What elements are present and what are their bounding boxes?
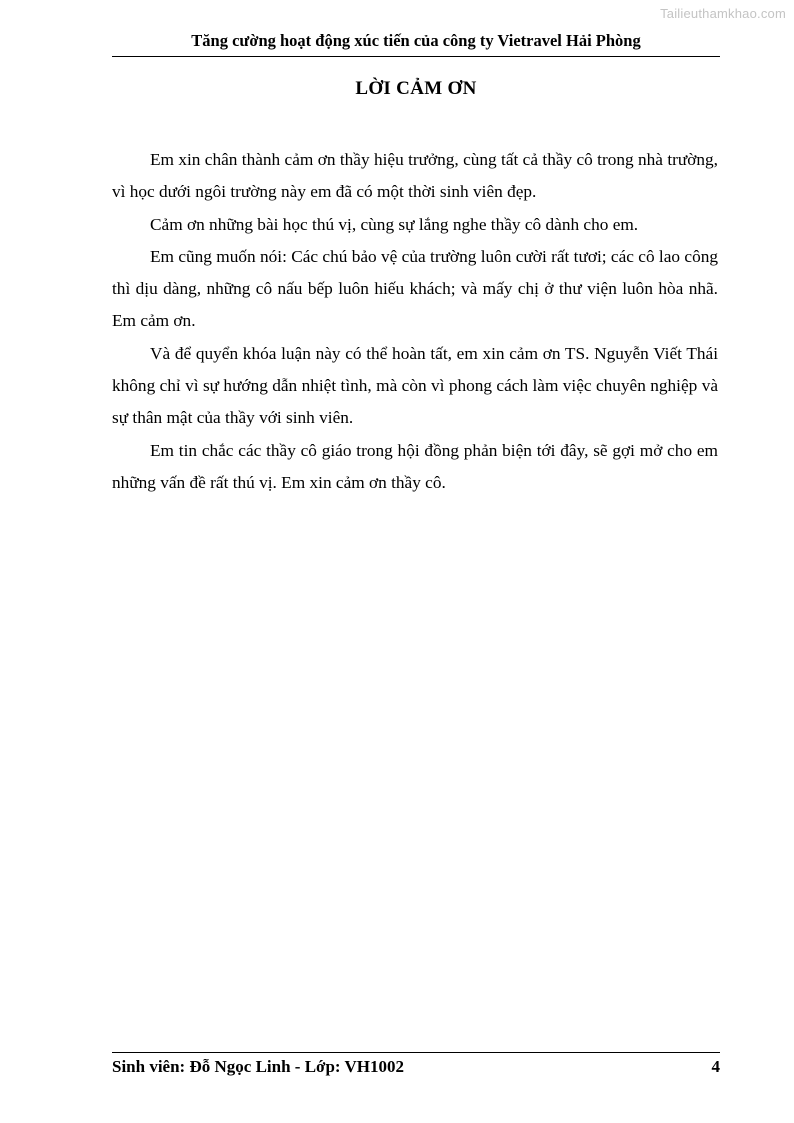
- body-text: [112, 144, 718, 499]
- page-title: LỜI CẢM ƠN: [355, 78, 477, 99]
- page-footer: [112, 1052, 720, 1077]
- paragraph: Em xin chân thành cảm ơn thầy hiệu trưởng, cùng tất cả thầy cô trong nhà trường, vì học dưới ngôi trường này em đã có một thời sinh viên đẹp.: [112, 150, 718, 202]
- watermark: Tailieuthamkhao.com: [660, 6, 786, 21]
- paragraph: Em tin chắc các thầy cô giáo trong hội đồng phản biện tới đây, sẽ gợi mở cho em những vấn đề rất thú vị. Em xin cảm ơn thầy cô.: [112, 440, 718, 492]
- footer-student-info: Sinh viên: Đỗ Ngọc Linh - Lớp: VH1002: [112, 1057, 405, 1076]
- paragraph: Em cũng muốn nói: Các chú bảo vệ của trường luôn cười rất tươi; các cô lao công thì dịu dàng, những cô nấu bếp luôn hiếu khách; và mấy chị ở thư viện luôn hòa nhã. Em cảm ơn.: [112, 246, 718, 331]
- running-header: Tăng cường hoạt động xúc tiến của công ty Vietravel Hải Phòng: [112, 31, 720, 57]
- page-number: 4: [711, 1057, 720, 1076]
- paragraph: Và để quyển khóa luận này có thể hoàn tất, em xin cảm ơn TS. Nguyễn Viết Thái không chỉ vì sự hướng dẫn nhiệt tình, mà còn vì phong cách làm việc chuyên nghiệp và sự thân mật của thầy với sinh viên.: [112, 343, 718, 428]
- paragraph: Cảm ơn những bài học thú vị, cùng sự lắng nghe thầy cô dành cho em.: [150, 214, 639, 234]
